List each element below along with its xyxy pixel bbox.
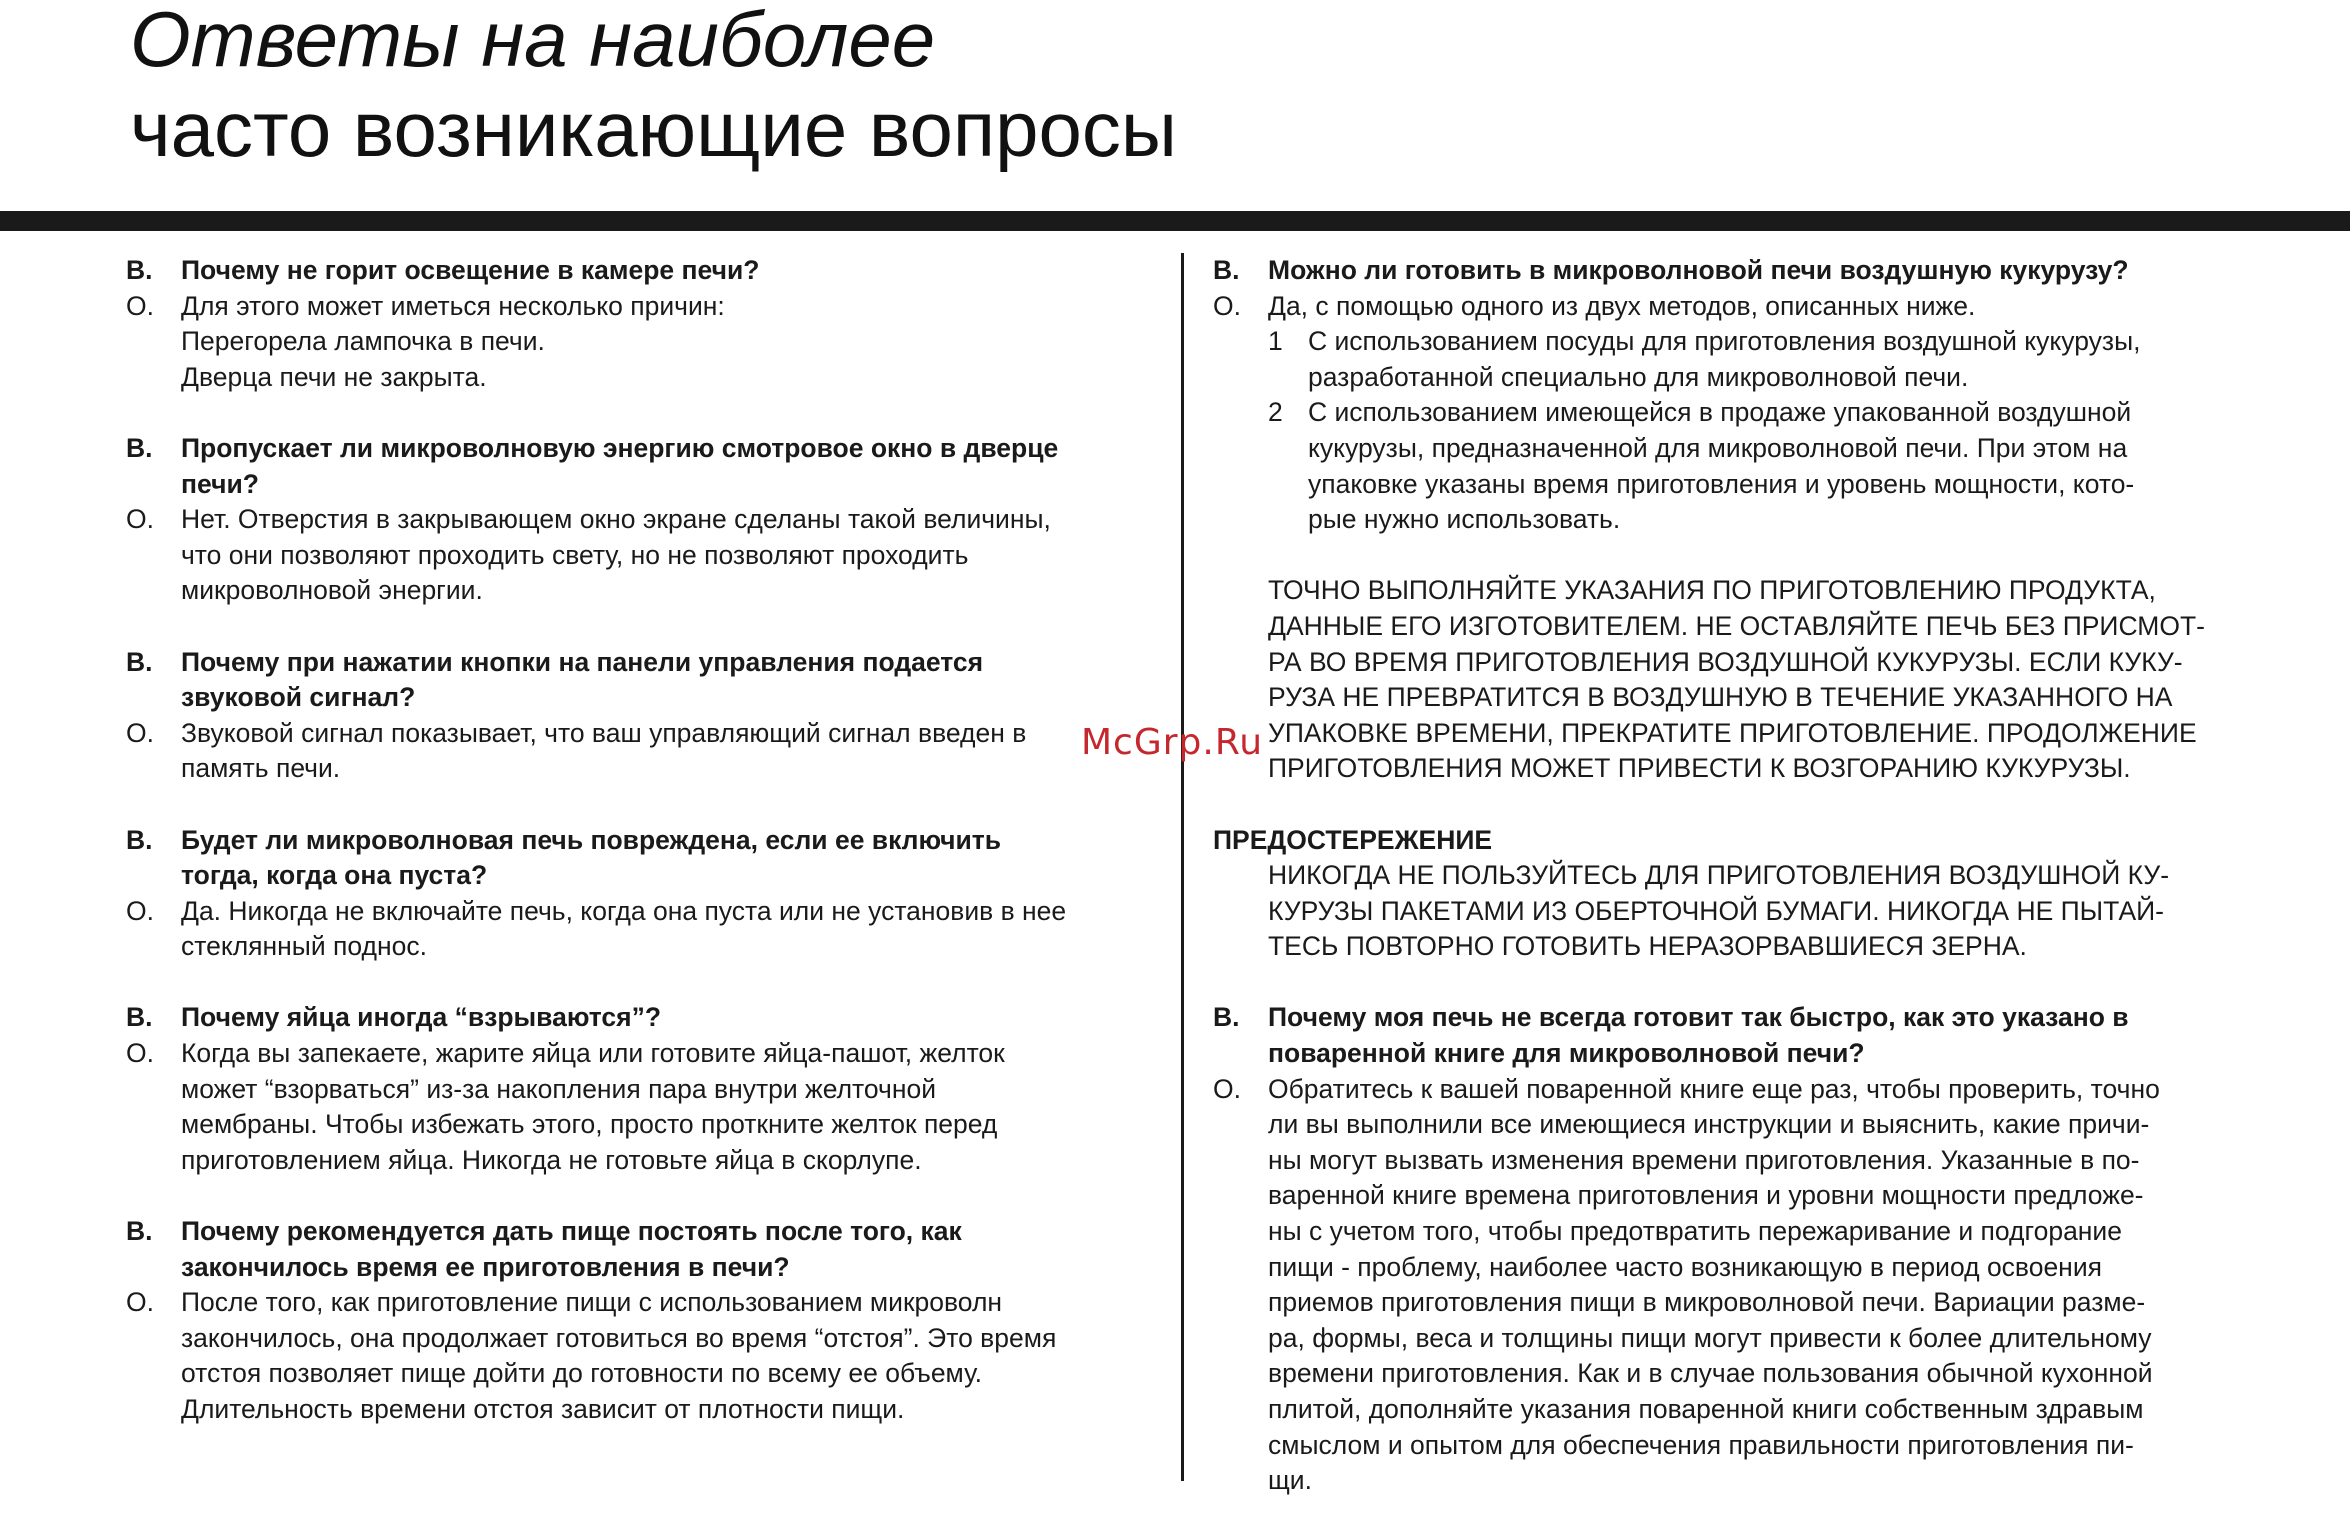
qa-item xyxy=(126,823,1136,965)
question xyxy=(126,253,1136,289)
text-line: Обратитесь к вашей поваренной книге еще раз, чтобы проверить, точно xyxy=(1268,1073,2160,1104)
question xyxy=(126,431,1136,502)
text-line: Нет. Отверстия в закрывающем окно экране сделаны такой величины, xyxy=(181,504,1051,535)
warning-block xyxy=(1213,823,2263,965)
text-line: пищи - проблему, наиболее часто возникающую в период освоения xyxy=(1268,1251,2102,1282)
text-line: отстоя позволяет пище дойти до готовности по всему ее объему. xyxy=(181,1358,983,1389)
question xyxy=(1213,1000,2263,1071)
question-text xyxy=(181,645,1136,716)
text-line: может “взорваться” из-за накопления пара внутри желточной xyxy=(181,1073,937,1104)
text-line: варенной книге времена приготовления и уровни мощности предложе- xyxy=(1268,1180,2144,1211)
text-line: Будет ли микроволновая печь повреждена, если ее включить xyxy=(181,824,1002,855)
answer-marker: О. xyxy=(126,717,154,748)
text-line: ны с учетом того, чтобы предотвратить пережаривание и подгорание xyxy=(1268,1216,2122,1247)
text-line: упаковке указаны время приготовления и уровень мощности, кото- xyxy=(1308,468,2135,499)
answer-text xyxy=(181,289,1136,396)
answer xyxy=(1213,1072,2263,1499)
question-marker: В. xyxy=(126,1216,153,1247)
answer-text xyxy=(181,894,1136,965)
text-line: ны могут вызвать изменения времени приготовления. Указанные в по- xyxy=(1268,1144,2140,1175)
answer-text xyxy=(181,1036,1136,1178)
left-column xyxy=(126,253,1136,1463)
text-line: НИКОГДА НЕ ПОЛЬЗУЙТЕСЬ ДЛЯ ПРИГОТОВЛЕНИЯ ВОЗДУШНОЙ КУ- xyxy=(1268,860,2170,891)
method-text xyxy=(1308,395,2263,537)
text-line: Почему рекомендуется дать пище постоять после того, как xyxy=(181,1216,962,1247)
answer-marker: О. xyxy=(126,290,154,321)
header-rule xyxy=(0,211,2350,231)
qa-popcorn xyxy=(1213,253,2263,538)
answer xyxy=(126,1285,1136,1427)
question-text xyxy=(181,1214,1136,1285)
qa-item xyxy=(126,1214,1136,1428)
text-line: закончилось, она продолжает готовиться во время “отстоя”. Это время xyxy=(181,1322,1057,1353)
text-line: После того, как приготовление пищи с использованием микроволн xyxy=(181,1287,1003,1318)
text-line: рые нужно использовать. xyxy=(1308,504,1621,535)
answer-text xyxy=(1268,1072,2263,1499)
text-line: кукурузы, предназначенной для микроволновой печи. При этом на xyxy=(1308,432,2128,463)
answer-text: Да, с помощью одного из двух методов, описанных ниже. xyxy=(1268,290,1976,321)
text-line: Длительность времени отстоя зависит от плотности пищи. xyxy=(181,1394,905,1424)
warning-text xyxy=(1268,858,2263,965)
watermark: McGrp.Ru xyxy=(1081,722,1264,763)
text-line: Дверца печи не закрыта. xyxy=(181,361,487,392)
text-line: С использованием посуды для приготовления воздушной кукурузы, xyxy=(1308,326,2141,357)
text-line: ТОЧНО ВЫПОЛНЯЙТЕ УКАЗАНИЯ ПО ПРИГОТОВЛЕНИЮ ПРОДУКТА, xyxy=(1268,575,2156,606)
qa-item xyxy=(126,431,1136,609)
answer-text xyxy=(181,1285,1136,1427)
text-line: плитой, дополняйте указания поваренной книги собственным здравым xyxy=(1268,1394,2144,1424)
text-line: смыслом и опытом для обеспечения правильности приготовления пи- xyxy=(1268,1429,2134,1460)
text-line: Перегорела лампочка в печи. xyxy=(181,326,545,357)
method-item xyxy=(1268,324,2263,395)
question-marker: В. xyxy=(126,255,153,285)
text-line: времени приготовления. Как и в случае пользования обычной кухонной xyxy=(1268,1358,2153,1389)
text-line: звуковой сигнал? xyxy=(181,682,416,713)
question-marker: В. xyxy=(126,824,153,855)
qa-item xyxy=(126,253,1136,395)
text-line: С использованием имеющейся в продаже упакованной воздушной xyxy=(1308,397,2132,428)
answer-marker: О. xyxy=(1213,1073,1241,1104)
answer xyxy=(126,502,1136,609)
question-text xyxy=(1268,1000,2263,1071)
question-text xyxy=(181,253,1136,289)
text-line: ДАННЫЕ ЕГО ИЗГОТОВИТЕЛЕМ. НЕ ОСТАВЛЯЙТЕ ПЕЧЬ БЕЗ ПРИСМОТ- xyxy=(1268,610,2205,641)
text-line: ли вы выполнили все имеющиеся инструкции и выяснить, какие причи- xyxy=(1268,1109,2150,1140)
answer xyxy=(1213,289,2263,325)
text-line: разработанной специально для микроволновой печи. xyxy=(1308,361,1969,392)
caps-notice xyxy=(1268,573,2263,787)
text-line: память печи. xyxy=(181,753,341,784)
answer xyxy=(126,289,1136,396)
text-line: Когда вы запекаете, жарите яйца или готовите яйца-пашот, желток xyxy=(181,1038,1005,1069)
qa-cooking-time xyxy=(1213,1000,2263,1498)
page-title-line2: часто возникающие вопросы xyxy=(130,85,1177,173)
text-line: тогда, когда она пуста? xyxy=(181,860,488,891)
qa-item xyxy=(126,1000,1136,1178)
text-line: УПАКОВКЕ ВРЕМЕНИ, ПРЕКРАТИТЕ ПРИГОТОВЛЕНИЕ. ПРОДОЛЖЕНИЕ xyxy=(1268,717,2197,748)
question xyxy=(126,1000,1136,1036)
question-text xyxy=(181,1000,1136,1036)
column-divider xyxy=(1181,253,1184,1481)
question-marker: В. xyxy=(126,1002,153,1033)
text-line: РА ВО ВРЕМЯ ПРИГОТОВЛЕНИЯ ВОЗДУШНОЙ КУКУРУЗЫ. ЕСЛИ КУКУ- xyxy=(1268,646,2183,677)
answer xyxy=(126,894,1136,965)
answer-marker: О. xyxy=(126,1038,154,1069)
answer-text xyxy=(181,502,1136,609)
question xyxy=(126,823,1136,894)
text-line: Пропускает ли микроволновую энергию смотровое окно в дверце xyxy=(181,432,1059,463)
answer-text xyxy=(181,716,1136,787)
text-line: Почему не горит освещение в камере печи? xyxy=(181,255,760,285)
answer xyxy=(126,716,1136,787)
text-line: печи? xyxy=(181,468,259,499)
text-line: стеклянный поднос. xyxy=(181,931,427,962)
text-line: ТЕСЬ ПОВТОРНО ГОТОВИТЬ НЕРАЗОРВАВШИЕСЯ ЗЕРНА. xyxy=(1268,931,2027,962)
question-text xyxy=(181,431,1136,502)
text-line: ПРИГОТОВЛЕНИЯ МОЖЕТ ПРИВЕСТИ К ВОЗГОРАНИЮ КУКУРУЗЫ. xyxy=(1268,753,2131,784)
text-line: мембраны. Чтобы избежать этого, просто проткните желток перед xyxy=(181,1109,998,1140)
answer-marker: О. xyxy=(126,504,154,535)
text-line: что они позволяют проходить свету, но не позволяют проходить xyxy=(181,539,969,570)
text-line: щи. xyxy=(1268,1465,1312,1496)
question xyxy=(1213,253,2263,289)
answer-marker: О. xyxy=(126,1287,154,1318)
popcorn-methods xyxy=(1213,324,2263,538)
method-number: 2 xyxy=(1268,397,1283,428)
method-text xyxy=(1308,324,2263,395)
question-text xyxy=(181,823,1136,894)
text-line: ра, формы, веса и толщины пищи могут привести к более длительному xyxy=(1268,1322,2152,1353)
warning-title: ПРЕДОСТЕРЕЖЕНИЕ xyxy=(1213,824,1493,855)
question-marker: В. xyxy=(126,432,153,463)
method-number: 1 xyxy=(1268,326,1283,357)
question-marker: В. xyxy=(126,646,153,677)
text-line: микроволновой энергии. xyxy=(181,575,483,606)
text-line: Да. Никогда не включайте печь, когда она пуста или не установив в нее xyxy=(181,895,1067,926)
text-line: Почему при нажатии кнопки на панели управления подается xyxy=(181,646,984,677)
answer-marker: О. xyxy=(1213,290,1241,321)
answer xyxy=(126,1036,1136,1178)
text-line: Почему яйца иногда “взрываются”? xyxy=(181,1002,662,1033)
text-line: Почему моя печь не всегда готовит так быстро, как это указано в xyxy=(1268,1002,2129,1033)
text-line: закончилось время ее приготовления в печи? xyxy=(181,1251,790,1282)
page-title-line1: Ответы на наиболее xyxy=(130,0,936,83)
question-marker: В. xyxy=(1213,255,1240,285)
text-line: РУЗА НЕ ПРЕВРАТИТСЯ В ВОЗДУШНУЮ В ТЕЧЕНИЕ УКАЗАННОГО НА xyxy=(1268,682,2173,713)
qa-item xyxy=(126,645,1136,787)
text-line: КУРУЗЫ ПАКЕТАМИ ИЗ ОБЕРТОЧНОЙ БУМАГИ. НИКОГДА НЕ ПЫТАЙ- xyxy=(1268,895,2164,926)
method-item xyxy=(1268,395,2263,537)
answer-marker: О. xyxy=(126,895,154,926)
text-line: приемов приготовления пищи в микроволновой печи. Вариации разме- xyxy=(1268,1287,2146,1318)
question-marker: В. xyxy=(1213,1002,1240,1033)
question xyxy=(126,1214,1136,1285)
right-column xyxy=(1213,253,2263,1534)
text-line: Звуковой сигнал показывает, что ваш управляющий сигнал введен в xyxy=(181,717,1027,748)
question-text: Можно ли готовить в микроволновой печи воздушную кукурузу? xyxy=(1268,255,2129,285)
text-line: поваренной книге для микроволновой печи? xyxy=(1268,1038,1865,1069)
question xyxy=(126,645,1136,716)
text-line: приготовлением яйца. Никогда не готовьте яйца в скорлупе. xyxy=(181,1144,922,1175)
text-line: Для этого может иметься несколько причин: xyxy=(181,290,725,321)
